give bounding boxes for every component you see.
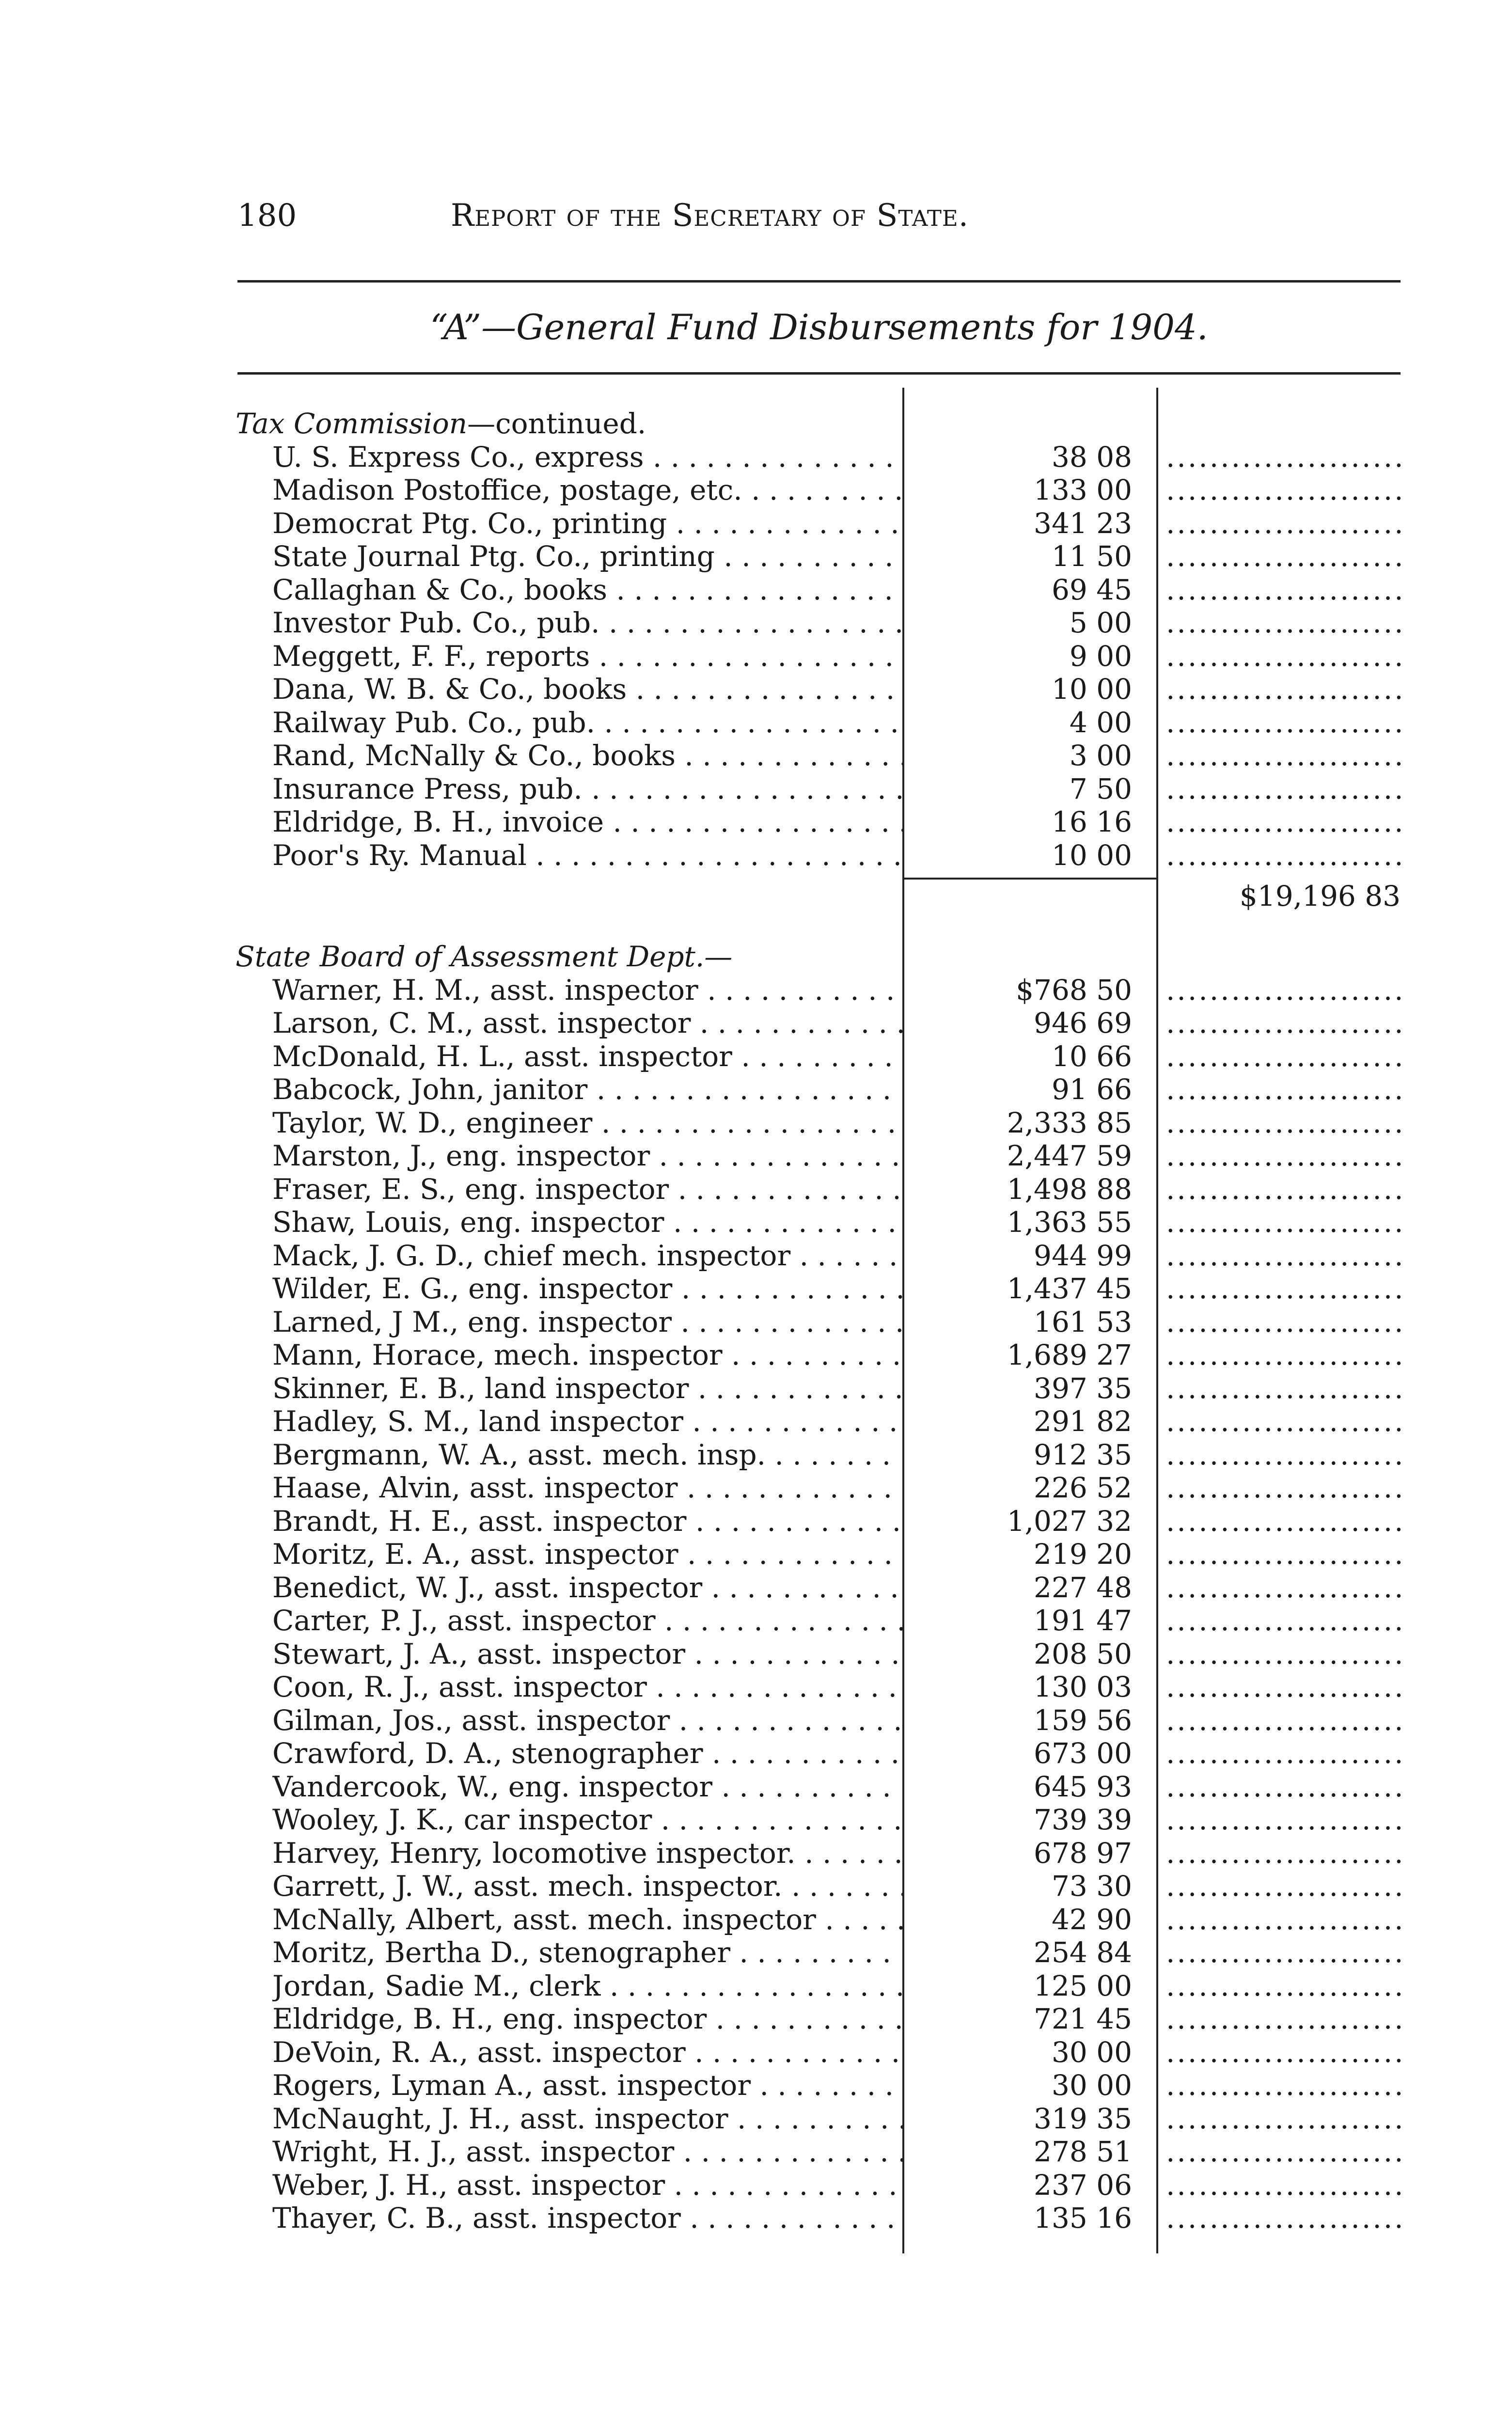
table-row xyxy=(0,640,1512,673)
table-row xyxy=(0,1505,1512,1538)
payee-name: Haase, Alvin, asst. inspector . . . xyxy=(272,1471,902,1504)
payee-name: Rogers, Lyman A., asst. inspector . . . xyxy=(272,2069,902,2102)
payee-name: Bergmann, W. A., asst. mech. insp. . . . xyxy=(272,1438,902,1471)
payment-amount: 739 39 xyxy=(1034,1803,1132,1836)
payee-name: Babcock, John, janitor . . . xyxy=(272,1073,902,1106)
payee-name: Insurance Press, pub. . . . xyxy=(272,772,902,805)
payment-amount: 30 00 xyxy=(1051,2069,1132,2102)
total-column-leader xyxy=(1166,706,1401,739)
payment-amount: 1,689 27 xyxy=(1007,1338,1132,1371)
table-row xyxy=(0,473,1512,506)
total-column-leader xyxy=(1166,507,1401,540)
total-column-leader xyxy=(1166,1637,1401,1670)
payee-name: Harvey, Henry, locomotive inspector. . . . xyxy=(272,1837,902,1870)
payment-amount: 912 35 xyxy=(1034,1438,1132,1471)
payment-amount: 10 00 xyxy=(1051,673,1132,706)
payment-amount: 133 00 xyxy=(1034,473,1132,506)
table-row xyxy=(0,1571,1512,1604)
total-column-leader xyxy=(1166,1969,1401,2002)
total-column-leader xyxy=(1166,974,1401,1007)
table-row xyxy=(0,1737,1512,1770)
payee-name: Madison Postoffice, postage, etc. . . . xyxy=(272,473,902,506)
payment-amount: 397 35 xyxy=(1034,1371,1132,1405)
table-row xyxy=(0,1306,1512,1338)
page-header xyxy=(237,189,1401,242)
payee-name: McNaught, J. H., asst. inspector . . . xyxy=(272,2102,902,2135)
payment-amount: 291 82 xyxy=(1034,1405,1132,1438)
total-column-leader xyxy=(1166,1272,1401,1305)
total-column-leader xyxy=(1166,2169,1401,2202)
payee-name: Dana, W. B. & Co., books . . . xyxy=(272,673,902,706)
payment-amount: 2,447 59 xyxy=(1007,1139,1132,1172)
section-heading xyxy=(236,940,732,973)
total-column-leader xyxy=(1166,1505,1401,1538)
payee-name: Eldridge, B. H., invoice . . . xyxy=(272,805,902,838)
payee-name: McDonald, H. L., asst. inspector . . . xyxy=(272,1040,902,1073)
table-row xyxy=(0,673,1512,706)
payee-name: Wilder, E. G., eng. inspector . . . xyxy=(272,1272,902,1305)
payment-amount: 1,027 32 xyxy=(1007,1504,1132,1538)
header-rule xyxy=(237,280,1401,283)
payment-amount: 4 00 xyxy=(1069,706,1132,739)
payment-amount: 944 99 xyxy=(1034,1239,1132,1272)
subtotal-rule xyxy=(902,878,1156,880)
payee-name: Jordan, Sadie M., clerk . . . xyxy=(272,1969,902,2002)
total-column-leader xyxy=(1166,739,1401,772)
total-column-leader xyxy=(1166,1007,1401,1039)
payee-name: Larned, J M., eng. inspector . . . xyxy=(272,1306,902,1338)
payee-name: McNally, Albert, asst. mech. inspector . . . xyxy=(272,1903,902,1936)
table-row xyxy=(0,1969,1512,2002)
payee-name: Moritz, Bertha D., stenographer . . . xyxy=(272,1936,902,1969)
running-title: Report of the Secretary of State. xyxy=(451,198,969,234)
table-row xyxy=(0,706,1512,739)
total-column-leader xyxy=(1166,1704,1401,1737)
payment-amount: 678 97 xyxy=(1034,1836,1132,1870)
payment-amount: 2,333 85 xyxy=(1007,1106,1132,1139)
table-row xyxy=(0,1471,1512,1504)
total-column-leader xyxy=(1166,1604,1401,1637)
table-row xyxy=(0,739,1512,772)
total-column-leader xyxy=(1166,673,1401,706)
table-row xyxy=(0,1106,1512,1139)
payee-name: Shaw, Louis, eng. inspector . . . xyxy=(272,1206,902,1239)
total-column-leader xyxy=(1166,805,1401,838)
payment-amount: 69 45 xyxy=(1051,573,1132,606)
payment-amount: $768 50 xyxy=(1016,973,1132,1007)
table-row xyxy=(0,772,1512,805)
table-row xyxy=(0,1604,1512,1637)
table-row xyxy=(0,1704,1512,1737)
total-column-leader xyxy=(1166,473,1401,506)
payee-name: Fraser, E. S., eng. inspector . . . xyxy=(272,1173,902,1206)
payee-name: Mann, Horace, mech. inspector . . . xyxy=(272,1338,902,1371)
payee-name: Crawford, D. A., stenographer . . . xyxy=(272,1737,902,1770)
section-heading xyxy=(236,407,646,440)
payee-name: DeVoin, R. A., asst. inspector . . . xyxy=(272,2036,902,2069)
payment-amount: 9 00 xyxy=(1069,639,1132,673)
payee-name: Taylor, W. D., engineer . . . xyxy=(272,1106,902,1139)
payee-name: Thayer, C. B., asst. inspector . . . xyxy=(272,2202,902,2234)
total-column-leader xyxy=(1166,1405,1401,1438)
table-row xyxy=(0,1206,1512,1239)
payee-name: Eldridge, B. H., eng. inspector . . . xyxy=(272,2002,902,2035)
total-column-leader xyxy=(1166,2036,1401,2069)
table-row xyxy=(0,2135,1512,2168)
payment-amount: 42 90 xyxy=(1051,1903,1132,1936)
total-column-leader xyxy=(1166,1670,1401,1703)
total-column-leader xyxy=(1166,1239,1401,1272)
total-column-leader xyxy=(1166,1571,1401,1604)
payment-amount: 227 48 xyxy=(1034,1571,1132,1604)
payee-name: Democrat Ptg. Co., printing . . . xyxy=(272,507,902,540)
payee-name: Garrett, J. W., asst. mech. inspector. . . . xyxy=(272,1870,902,1903)
payment-amount: 946 69 xyxy=(1034,1007,1132,1039)
total-column-leader xyxy=(1166,1737,1401,1770)
table-row xyxy=(0,2202,1512,2234)
payment-amount: 30 00 xyxy=(1051,2035,1132,2069)
payment-amount: 5 00 xyxy=(1069,606,1132,639)
table-row xyxy=(0,1173,1512,1206)
payee-name: Gilman, Jos., asst. inspector . . . xyxy=(272,1704,902,1737)
table-row xyxy=(0,2102,1512,2135)
payment-amount: 7 50 xyxy=(1069,772,1132,805)
payment-amount: 91 66 xyxy=(1051,1073,1132,1106)
payment-amount: 226 52 xyxy=(1034,1471,1132,1504)
payee-name: Meggett, F. F., reports . . . xyxy=(272,640,902,673)
payment-amount: 319 35 xyxy=(1034,2102,1132,2135)
payment-amount: 16 16 xyxy=(1051,805,1132,838)
table-row xyxy=(0,1870,1512,1903)
payment-amount: 135 16 xyxy=(1034,2202,1132,2234)
payment-amount: 208 50 xyxy=(1034,1637,1132,1670)
table-row xyxy=(0,507,1512,540)
payment-amount: 237 06 xyxy=(1034,2168,1132,2202)
table-row xyxy=(0,1538,1512,1571)
section-heading-title: State Board of Assessment Dept.— xyxy=(236,940,733,973)
payment-amount: 130 03 xyxy=(1034,1670,1132,1703)
table-row xyxy=(0,2036,1512,2069)
table-row xyxy=(0,1040,1512,1073)
payee-name: Callaghan & Co., books . . . xyxy=(272,573,902,606)
table-row xyxy=(0,974,1512,1007)
page-number: 180 xyxy=(237,198,297,234)
payee-name: Railway Pub. Co., pub. . . . xyxy=(272,706,902,739)
payee-name: Rand, McNally & Co., books . . . xyxy=(272,739,902,772)
table-row xyxy=(0,606,1512,639)
payee-name: Skinner, E. B., land inspector . . . xyxy=(272,1372,902,1405)
table-row xyxy=(0,1272,1512,1305)
total-column-leader xyxy=(1166,441,1401,473)
table-row xyxy=(0,1438,1512,1471)
total-column-leader xyxy=(1166,1073,1401,1106)
payment-amount: 278 51 xyxy=(1034,2135,1132,2168)
total-column-leader xyxy=(1166,2002,1401,2035)
payee-name: Carter, P. J., asst. inspector . . . xyxy=(272,1604,902,1637)
payee-name: Hadley, S. M., land inspector . . . xyxy=(272,1405,902,1438)
total-column-leader xyxy=(1166,1206,1401,1239)
total-column-leader xyxy=(1166,1538,1401,1571)
payment-amount: 161 53 xyxy=(1034,1305,1132,1338)
table-title: “A”—General Fund Disbursements for 1904. xyxy=(430,307,1208,347)
payment-amount: 1,437 45 xyxy=(1007,1272,1132,1305)
table-row xyxy=(0,1007,1512,1039)
table-row xyxy=(0,1637,1512,1670)
table-row xyxy=(0,2069,1512,2102)
table-row xyxy=(0,573,1512,606)
table-row xyxy=(0,2169,1512,2202)
payee-name: Larson, C. M., asst. inspector . . . xyxy=(272,1007,902,1039)
total-column-leader xyxy=(1166,1837,1401,1870)
table-row xyxy=(0,1903,1512,1936)
total-column-leader xyxy=(1166,1372,1401,1405)
table-row xyxy=(0,1936,1512,1969)
payment-amount: 159 56 xyxy=(1034,1703,1132,1737)
total-column-leader xyxy=(1166,1438,1401,1471)
table-row xyxy=(0,839,1512,872)
total-column-leader xyxy=(1166,1903,1401,1936)
total-column-leader xyxy=(1166,606,1401,639)
payee-name: Stewart, J. A., asst. inspector . . . xyxy=(272,1637,902,1670)
table-row xyxy=(0,2002,1512,2035)
payee-name: Benedict, W. J., asst. inspector . . . xyxy=(272,1571,902,1604)
table-top-rule xyxy=(237,372,1401,375)
payment-amount: 191 47 xyxy=(1034,1604,1132,1637)
section-total: $19,196 83 xyxy=(1239,880,1401,913)
payment-amount: 1,498 88 xyxy=(1007,1172,1132,1206)
payee-name: State Journal Ptg. Co., printing . . . xyxy=(272,540,902,573)
total-column-leader xyxy=(1166,1870,1401,1903)
table-row xyxy=(0,1837,1512,1870)
total-column-leader xyxy=(1166,2135,1401,2168)
payment-amount: 38 08 xyxy=(1051,440,1132,473)
payment-amount: 3 00 xyxy=(1069,739,1132,772)
payee-name: Wooley, J. K., car inspector . . . xyxy=(272,1803,902,1836)
total-column-leader xyxy=(1166,839,1401,872)
total-column-leader xyxy=(1166,540,1401,573)
total-column-leader xyxy=(1166,1106,1401,1139)
payment-amount: 10 66 xyxy=(1051,1039,1132,1073)
payment-amount: 254 84 xyxy=(1034,1936,1132,1969)
payment-amount: 645 93 xyxy=(1034,1770,1132,1803)
table-row xyxy=(0,1073,1512,1106)
section-heading-title: Tax Commission xyxy=(236,407,468,440)
payment-amount: 721 45 xyxy=(1034,2002,1132,2035)
payee-name: Marston, J., eng. inspector . . . xyxy=(272,1139,902,1172)
table-row xyxy=(0,1338,1512,1371)
table-row xyxy=(0,1239,1512,1272)
total-column-leader xyxy=(1166,1803,1401,1836)
total-column-leader xyxy=(1166,573,1401,606)
payment-amount: 10 00 xyxy=(1051,838,1132,872)
total-column-leader xyxy=(1166,772,1401,805)
total-column-leader xyxy=(1166,1338,1401,1371)
table-row xyxy=(0,1803,1512,1836)
payment-amount: 1,363 55 xyxy=(1007,1206,1132,1239)
table-row xyxy=(0,441,1512,473)
table-row xyxy=(0,1670,1512,1703)
payee-name: Vandercook, W., eng. inspector . . . xyxy=(272,1770,902,1803)
table-row xyxy=(0,1405,1512,1438)
table-row xyxy=(0,540,1512,573)
total-column-leader xyxy=(1166,1770,1401,1803)
total-column-leader xyxy=(1166,640,1401,673)
table-row xyxy=(0,1770,1512,1803)
payment-amount: 219 20 xyxy=(1034,1538,1132,1571)
table-row xyxy=(0,805,1512,838)
payee-name: Moritz, E. A., asst. inspector . . . xyxy=(272,1538,902,1571)
total-column-leader xyxy=(1166,1173,1401,1206)
table-row xyxy=(0,1372,1512,1405)
payment-amount: 11 50 xyxy=(1051,540,1132,573)
payment-amount: 125 00 xyxy=(1034,1969,1132,2002)
total-column-leader xyxy=(1166,1306,1401,1338)
payee-name: Weber, J. H., asst. inspector . . . xyxy=(272,2169,902,2202)
total-column-leader xyxy=(1166,2102,1401,2135)
payment-amount: 673 00 xyxy=(1034,1737,1132,1770)
payment-amount: 341 23 xyxy=(1034,506,1132,540)
payment-amount: 73 30 xyxy=(1051,1870,1132,1903)
payee-name: U. S. Express Co., express . . . xyxy=(272,441,902,473)
total-column-leader xyxy=(1166,1139,1401,1172)
total-column-leader xyxy=(1166,1040,1401,1073)
payee-name: Wright, H. J., asst. inspector . . . xyxy=(272,2135,902,2168)
table-row xyxy=(0,1139,1512,1172)
total-column-leader xyxy=(1166,1936,1401,1969)
section-heading-suffix: —continued. xyxy=(467,407,646,440)
payee-name: Warner, H. M., asst. inspector . . . xyxy=(272,974,902,1007)
payee-name: Brandt, H. E., asst. inspector . . . xyxy=(272,1505,902,1538)
payee-name: Investor Pub. Co., pub. . . . xyxy=(272,606,902,639)
total-column-leader xyxy=(1166,2202,1401,2234)
payee-name: Poor's Ry. Manual . . . xyxy=(272,839,902,872)
total-column-leader xyxy=(1166,1471,1401,1504)
payee-name: Coon, R. J., asst. inspector . . . xyxy=(272,1670,902,1703)
payee-name: Mack, J. G. D., chief mech. inspector . . . xyxy=(272,1239,902,1272)
total-column-leader xyxy=(1166,2069,1401,2102)
